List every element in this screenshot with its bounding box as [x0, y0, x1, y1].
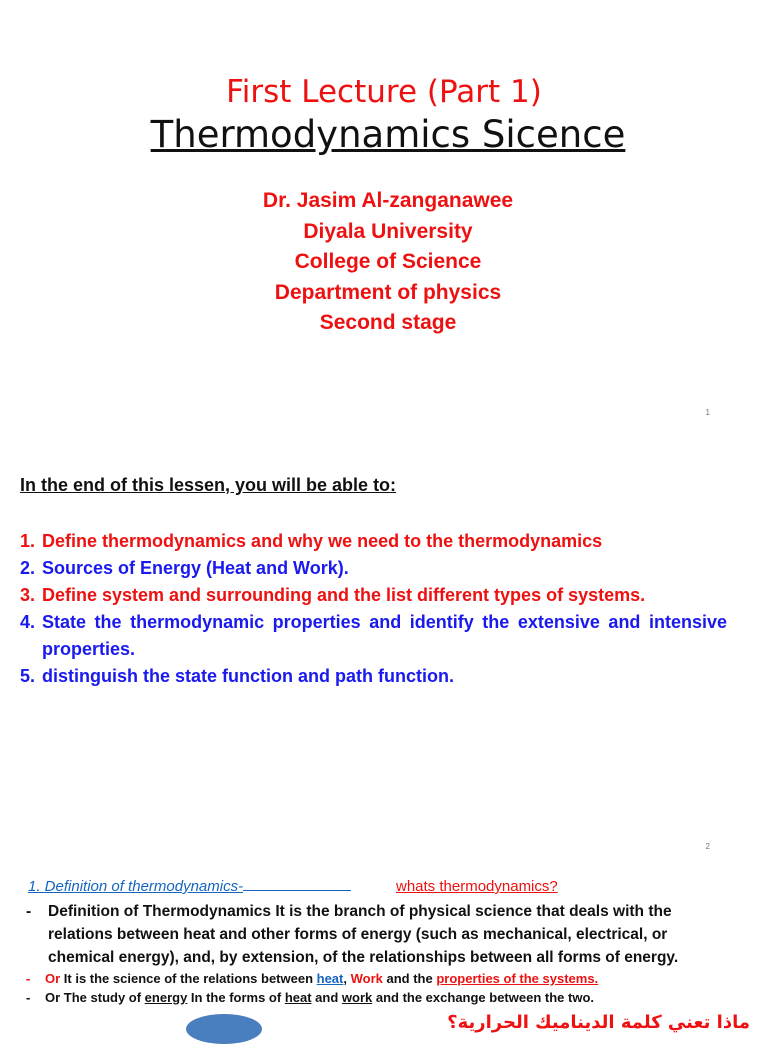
objective-item [20, 555, 727, 582]
definition-text: It is the science of the relations between [60, 971, 317, 986]
course-title: Thermodynamics Sicence [150, 113, 626, 156]
bullet: - [26, 990, 31, 1005]
objective-text: Define thermodynamics and why we need to the thermodynamics [42, 531, 603, 551]
definition-item [26, 988, 736, 1007]
author-line: Second stage [319, 311, 457, 334]
work-term: work [341, 990, 373, 1005]
author-line: College of Science [294, 250, 482, 273]
objective-text: State the thermodynamic properties and identify the extensive and intensive properties. [42, 612, 727, 659]
objective-text: Sources of Energy (Heat and Work). [42, 558, 349, 578]
objective-item [20, 663, 727, 690]
bullet: - [26, 903, 32, 920]
arabic-question: ماذا تعني كلمة الديناميك الحرارية؟ [447, 1012, 750, 1033]
definition-item [26, 969, 736, 988]
objective-number: 2. [20, 558, 36, 578]
objectives-slide [0, 430, 768, 860]
objective-text: distinguish the state function and path function. [42, 666, 454, 686]
objectives-intro: In the end of this lessen, you will be able to: [20, 475, 397, 495]
definition-text: Definition of Thermodynamics It is the branch of physical science that deals with the relations between heat and other forms of energy (such as mechanical, electrical, or chemical energy), and, by extension, of the relationships between all forms of energy. [48, 903, 679, 966]
heading-underline [243, 889, 351, 891]
definition-slide [0, 860, 768, 1033]
objective-item [20, 609, 727, 663]
heat-term: heat [284, 990, 312, 1005]
objective-number: 3. [20, 585, 36, 605]
section-heading [28, 877, 598, 896]
author-block [0, 186, 768, 339]
page-number: 2 [705, 842, 710, 851]
lecture-title: First Lecture (Part 1) [226, 74, 542, 110]
question-heading: whats thermodynamics? [396, 878, 558, 895]
objective-number: 5. [20, 666, 36, 686]
definition-text: , [343, 971, 351, 986]
objectives-list [20, 528, 727, 690]
definition-text: In the forms of [187, 990, 285, 1005]
objective-number: 4. [20, 612, 36, 632]
work-term: Work [350, 971, 383, 986]
author-line: Dr. Jasim Al-zanganawee [262, 189, 514, 212]
definition-list [26, 900, 736, 1007]
blue-shape [186, 1014, 262, 1044]
heat-term: heat [316, 971, 344, 986]
title-slide [0, 0, 768, 430]
objective-item [20, 528, 727, 555]
definition-text: Or The study of [45, 990, 145, 1005]
definition-text: and the exchange between the two. [372, 990, 594, 1005]
page-number: 1 [705, 408, 710, 417]
properties-term: properties of the systems. [436, 971, 599, 986]
or-word: Or [45, 971, 61, 986]
definition-text: and [311, 990, 342, 1005]
objective-text: Define system and surrounding and the list different types of systems. [42, 585, 646, 605]
objective-item [20, 582, 727, 609]
definition-item [26, 900, 736, 969]
definition-heading: 1. Definition of thermodynamics- [28, 878, 244, 895]
bullet: - [26, 971, 31, 986]
definition-text: and the [382, 971, 437, 986]
author-line: Department of physics [274, 280, 502, 304]
author-line: Diyala University [303, 219, 473, 243]
energy-term: energy [144, 990, 188, 1005]
objective-number: 1. [20, 531, 36, 551]
